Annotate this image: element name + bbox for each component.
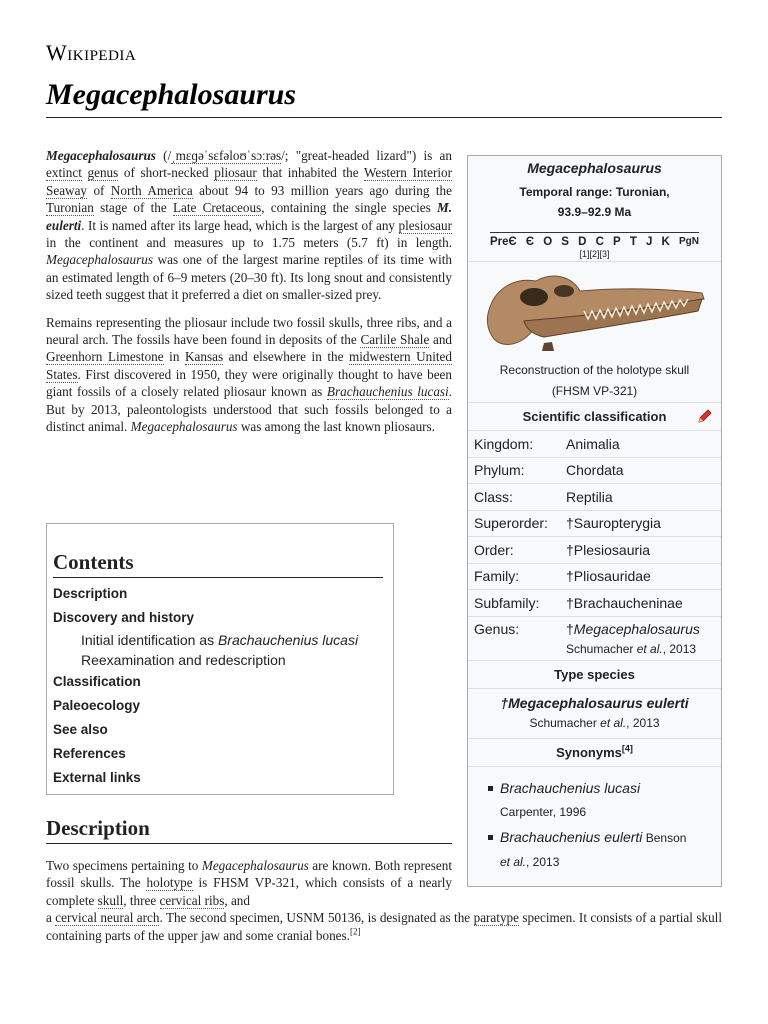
description-text-wide xyxy=(46,910,722,942)
classification-rows xyxy=(468,430,721,616)
type-species-name[interactable]: Megacephalosaurus eulerti xyxy=(508,694,689,711)
toc-item[interactable]: Discovery and history xyxy=(53,610,195,625)
type-species-header xyxy=(468,660,721,688)
classification-row xyxy=(468,510,721,537)
classification-value[interactable]: Chordata xyxy=(566,462,624,479)
text-run: , and xyxy=(224,892,250,908)
bold-term xyxy=(46,148,156,163)
et-al: et al. xyxy=(600,715,627,730)
synonym-author: et al., 2013 xyxy=(500,854,560,869)
toc-title: Contents xyxy=(53,550,383,578)
inline-link[interactable]: ˌmɛɡəˈsɛfəloʊˈsɔːrəs xyxy=(171,148,282,163)
classification-value[interactable]: †Sauropterygia xyxy=(566,515,661,532)
text-run: that inhabited the xyxy=(256,165,364,181)
inline-link[interactable]: extinct xyxy=(46,165,82,181)
synonyms-reference[interactable]: [4] xyxy=(621,743,633,754)
period-label[interactable]: D xyxy=(578,236,587,248)
lead-paragraph-2 xyxy=(46,314,452,436)
synonym-author: Benson xyxy=(642,830,687,845)
caption-line-2: (FHSM VP-321) xyxy=(551,384,638,398)
inline-link[interactable]: midwestern United States xyxy=(46,349,452,382)
classification-value[interactable]: †Plesiosauria xyxy=(566,541,651,558)
classification-key: Phylum: xyxy=(474,462,525,479)
description-divider xyxy=(46,843,452,844)
italic-term: Megacephalosaurus xyxy=(46,252,153,268)
inline-link[interactable]: Turonian xyxy=(46,200,94,216)
text-run xyxy=(82,165,88,180)
toc-item[interactable]: References xyxy=(53,746,126,761)
temporal-range-value: 93.9–92.9 Ma xyxy=(557,205,632,219)
classification-row xyxy=(468,536,721,563)
description-paragraph xyxy=(46,854,722,944)
classification-key: Kingdom: xyxy=(474,435,534,452)
classification-value[interactable]: Animalia xyxy=(566,435,620,452)
text-run: /; "great-headed lizard") is an xyxy=(281,148,452,163)
text-run: and elsewhere in the xyxy=(223,349,350,365)
lead-section xyxy=(46,147,452,446)
classification-key: Subfamily: xyxy=(474,594,540,611)
inline-link[interactable]: North America xyxy=(110,182,193,198)
citation[interactable]: [2] xyxy=(349,926,361,937)
toc-item[interactable]: External links xyxy=(53,770,141,785)
classification-row-genus xyxy=(468,616,721,660)
type-species-label: Type species xyxy=(554,666,635,682)
bold-italic-text: M. eulerti xyxy=(46,200,452,233)
temporal-range-label: Temporal range: Turonian, xyxy=(519,185,670,199)
synonym-name: Brachauchenius lucasi xyxy=(500,779,641,796)
classification-value[interactable]: †Pliosauridae xyxy=(566,568,651,585)
synonyms-header xyxy=(468,738,721,766)
inline-link[interactable]: cervical neural arch xyxy=(55,910,160,926)
inline-link[interactable]: Late Cretaceous xyxy=(172,200,262,216)
text-run: about 94 to 93 million years ago during the xyxy=(192,182,452,198)
synonym-author: Carpenter, 1996 xyxy=(500,804,587,819)
description-text-narrow xyxy=(46,857,452,909)
inline-link[interactable]: pliosaur xyxy=(214,165,257,181)
text-run: in xyxy=(163,349,185,365)
text-run: , three xyxy=(123,892,160,908)
classification-row xyxy=(468,430,721,457)
text-run: was among the last known pliosaurs. xyxy=(237,419,435,435)
scientific-classification-label: Scientific classification xyxy=(522,409,667,424)
genus-value[interactable]: †Megacephalosaurus xyxy=(566,620,700,637)
text-run: . It is named after its large head, which is the largest of any xyxy=(81,217,399,233)
text-run: . But by 2013, paleontologists understood that such fossils belonged to a distinct animal. xyxy=(46,384,453,435)
type-species-author: Schumacher et al., 2013 xyxy=(529,715,660,730)
scientific-classification-header xyxy=(468,402,721,430)
period-label[interactable]: K xyxy=(661,236,670,248)
period-label[interactable]: T xyxy=(629,236,637,248)
taxobox-name: Megacephalosaurus xyxy=(527,160,662,176)
period-label[interactable]: J xyxy=(646,236,653,248)
toc-item[interactable]: See also xyxy=(53,722,108,737)
text-run: are known. Both represent fossil skulls. The xyxy=(46,858,452,891)
classification-row xyxy=(468,589,721,616)
toc-item[interactable]: Description xyxy=(53,586,128,601)
inline-link[interactable]: holotype xyxy=(146,875,193,891)
et-al: et al. xyxy=(636,641,663,656)
taxobox-header xyxy=(468,156,721,261)
text-run: in the continent and measures up to 1.75 meters (5.7 ft) in length. xyxy=(46,235,452,251)
italic-term: Megacephalosaurus xyxy=(130,419,238,435)
text-run: Remains representing the pliosaur include two fossil skulls, three ribs, and a neural arch. The fossils have been found in deposits of the xyxy=(46,314,452,348)
timescale-references[interactable]: [1][2][3] xyxy=(579,249,610,259)
classification-key: Order: xyxy=(474,541,514,558)
toc-item[interactable]: Initial identification as Brachauchenius lucasi xyxy=(81,632,359,648)
genus-key: Genus: xyxy=(474,620,520,637)
text-run: . The second specimen, USNM 50136, is designated as the xyxy=(159,910,474,926)
table-of-contents xyxy=(46,523,394,795)
wikipedia-wordmark[interactable]: Wikipedia xyxy=(46,40,137,65)
title-divider xyxy=(46,117,722,118)
text-run: Two specimens pertaining to xyxy=(46,858,202,873)
inline-link[interactable]: skull xyxy=(97,892,124,908)
toc-item-italic: Brachauchenius lucasi xyxy=(217,632,359,648)
inline-link[interactable]: Carlile Shale xyxy=(360,332,430,348)
inline-link[interactable]: paratype xyxy=(473,910,519,926)
text-run: of short-necked xyxy=(118,165,215,181)
inline-link[interactable]: Kansas xyxy=(185,349,224,365)
classification-value[interactable]: †Brachaucheninae xyxy=(566,594,683,611)
period-label[interactable]: P xyxy=(613,236,621,248)
synonym-item xyxy=(488,777,721,824)
lead-paragraph-1 xyxy=(46,147,452,304)
bold-italic-text: Megacephalosaurus xyxy=(46,148,156,163)
toc-item[interactable]: Paleoecology xyxy=(53,698,141,713)
skull-illustration xyxy=(484,267,706,355)
inline-link[interactable]: cervical ribs xyxy=(159,892,225,908)
inline-link[interactable]: Greenhorn Limestone xyxy=(46,349,164,365)
inline-link[interactable]: Western Interior Seaway xyxy=(46,165,452,198)
toc-item[interactable]: Reexamination and redescription xyxy=(81,652,286,668)
genus-author: Schumacher et al., 2013 xyxy=(566,641,697,656)
text-run: stage of the xyxy=(93,200,173,216)
et-al: et al. xyxy=(500,854,527,869)
text-run: was one of the largest marine reptiles of its time with an estimated length of 6–9 meters (20–30 ft). Its long snout and consistently sized teeth suggest that it preferred a diet on smaller-sized prey. xyxy=(46,252,452,303)
holotype-skull-image[interactable] xyxy=(468,261,721,360)
taxobox xyxy=(467,155,722,887)
temporal-range xyxy=(472,182,717,222)
classification-value[interactable]: Reptilia xyxy=(566,488,613,505)
inline-link[interactable]: genus xyxy=(87,165,119,181)
classification-key: Superorder: xyxy=(474,515,548,532)
period-label[interactable]: PgN xyxy=(679,236,699,247)
classification-row xyxy=(468,457,721,484)
text-run: a xyxy=(46,910,56,926)
classification-row xyxy=(468,563,721,590)
text-run: (/ xyxy=(155,148,172,163)
classification-key: Class: xyxy=(474,488,513,505)
geologic-timescale-bar[interactable] xyxy=(490,232,699,248)
text-run: . First discovered in 1950, they were originally thought to have been giant fossils of a closely related pliosaur known as xyxy=(46,366,452,400)
type-species-block xyxy=(468,688,721,738)
text-run: and xyxy=(429,332,453,348)
type-species-value: †Megacephalosaurus eulerti xyxy=(500,694,689,711)
inline-link[interactable]: Brachauchenius lucasi xyxy=(326,384,449,400)
period-label[interactable]: PreЄ xyxy=(490,236,517,248)
classification-row xyxy=(468,483,721,510)
synonyms-label: Synonyms xyxy=(556,744,622,760)
classification-key: Family: xyxy=(474,568,520,585)
toc-item[interactable]: Classification xyxy=(53,674,141,689)
text-run: of xyxy=(87,182,111,198)
period-label[interactable]: O xyxy=(543,236,553,248)
period-label[interactable]: C xyxy=(595,236,604,248)
synonym-name: Brachauchenius eulerti xyxy=(500,828,643,845)
page-title: Megacephalosaurus xyxy=(46,78,297,111)
italic-term: Megacephalosaurus xyxy=(201,858,309,873)
inline-link[interactable]: plesiosaur xyxy=(398,217,452,233)
image-caption xyxy=(468,360,721,402)
section-heading-description: Description xyxy=(46,816,150,840)
text-run: is FHSM VP-321, which consists of a nearly complete xyxy=(46,875,452,908)
toc-items xyxy=(53,582,393,790)
text-run: specimen. It consists of a partial skull containing parts of the upper jaw and some cranial bones. xyxy=(46,910,722,943)
caption-line-1: Reconstruction of the holotype skull xyxy=(499,363,690,377)
period-label[interactable]: S xyxy=(561,236,569,248)
period-label[interactable]: Є xyxy=(525,236,535,248)
text-run: , containing the single species xyxy=(261,200,437,216)
edit-pencil-icon[interactable] xyxy=(697,408,713,424)
